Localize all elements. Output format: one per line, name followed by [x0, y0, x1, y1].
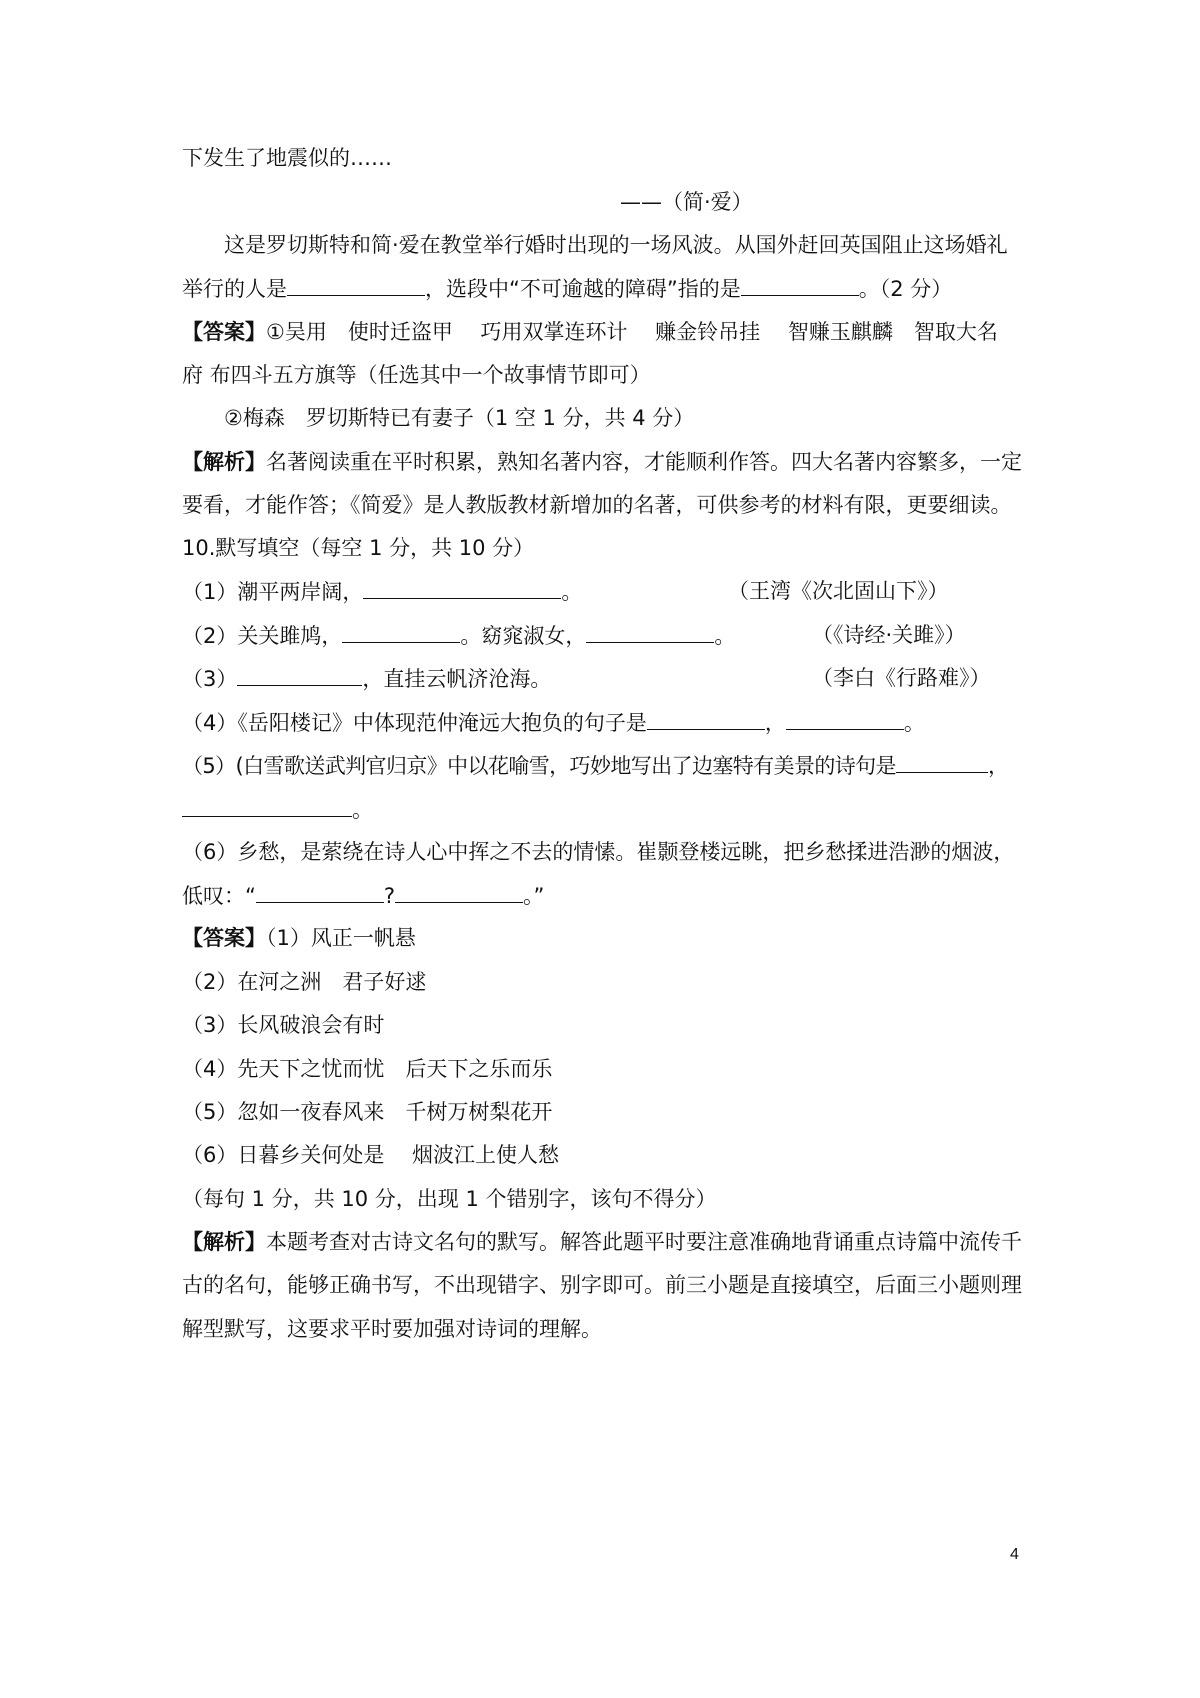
answer-label: 【答案】 [182, 320, 266, 344]
question-9-2-line2: 举行的人是 ，选段中“不可逾越的障碍”指的是 。（2 分） [182, 273, 1032, 304]
analysis-9-line1: 【解析】名著阅读重在平时积累，熟知名著内容，才能顺利作答。四大名著内容繁多，一定 [182, 450, 1022, 474]
answer-10-item: （3）长风破浪会有时 [182, 1013, 385, 1037]
answer-blank [896, 750, 988, 773]
answer-blank [395, 880, 523, 903]
answer-9-line3: ②梅森 罗切斯特已有妻子（1 空 1 分，共 4 分） [224, 406, 695, 430]
analysis-label: 【解析】 [182, 1230, 266, 1254]
answer-blank [647, 707, 765, 730]
analysis-10-line1: 【解析】本题考查对古诗文名句的默写。解答此题平时要注意准确地背诵重点诗篇中流传千 [182, 1230, 1022, 1254]
passage-line [182, 143, 1032, 173]
answer-blank [786, 707, 904, 730]
question-10-item-5-line2: 。 [182, 794, 1032, 825]
question-10-item-6-line2: 低叹：“ ? 。” [182, 880, 1032, 911]
analysis-9-line2: 要看，才能作答；《简爱》是人教版教材新增加的名著，可供参考的材料有限，更要细读。 [182, 493, 1012, 517]
answer-10-item: （5）忽如一夜春风来 千树万树梨花开 [182, 1100, 553, 1124]
answer-9-line1: 【答案】①吴用 使时迁盗甲 巧用双掌连环计 赚金铃吊挂 智赚玉麒麟 智取大名 [182, 320, 998, 344]
source-citation: （《诗经·关雎》） [812, 623, 966, 647]
source-citation: （王湾《次北固山下》） [728, 579, 949, 603]
answer-blank [741, 273, 859, 296]
answer-blank [342, 620, 460, 643]
answer-blank [363, 576, 561, 599]
question-10-item-1: （1）潮平两岸阔， 。 [182, 576, 1032, 607]
answer-10-item: （2）在河之洲 君子好逑 [182, 970, 427, 994]
passage-text: 下发生了地震似的…… [182, 146, 392, 170]
answer-blank [256, 880, 384, 903]
question-10-title: 10.默写填空（每空 1 分，共 10 分） [182, 536, 535, 560]
answer-blank [182, 794, 352, 817]
question-10-item-3: （3） ，直挂云帆济沧海。 [182, 663, 1032, 694]
answer-blank [586, 620, 714, 643]
question-10-item-5-line1: （5）(白雪歌送武判官归京》中以花喻雪，巧妙地写出了边塞特有美景的诗句是 ， [182, 750, 1032, 781]
analysis-10-line3: 解型默写，这要求平时要加强对诗词的理解。 [182, 1317, 602, 1341]
source-citation: （李白《行路难》） [812, 666, 991, 690]
answer-label: 【答案】 [182, 926, 266, 950]
page-number: 4 [1010, 1546, 1019, 1563]
answer-blank [287, 273, 425, 296]
answer-10-item: （4）先天下之忧而忧 后天下之乐而乐 [182, 1057, 553, 1081]
question-10-item-4: （4）《岳阳楼记》中体现范仲淹远大抱负的句子是 ， 。 [182, 707, 1032, 738]
analysis-label: 【解析】 [182, 450, 266, 474]
passage-attribution: ——（简·爱） [620, 190, 753, 214]
answer-10-item: （6）日暮乡关何处是 烟波江上使人愁 [182, 1143, 560, 1167]
answer-9-line2: 府 布四斗五方旗等（任选其中一个故事情节即可） [182, 363, 651, 387]
question-10-item-6-line1: （6）乡愁，是萦绕在诗人心中挥之不去的情愫。崔颢登楼远眺，把乡愁揉进浩渺的烟波， [182, 840, 1015, 864]
analysis-10-line2: 古的名句，能够正确书写，不出现错字、别字即可。前三小题是直接填空，后面三小题则理 [182, 1273, 1022, 1297]
answer-blank [237, 663, 362, 686]
answer-10-note: （每句 1 分，共 10 分，出现 1 个错别字，该句不得分） [182, 1187, 717, 1211]
answer-10-label-line: 【答案】（1）风正一帆悬 [182, 926, 416, 950]
question-10-item-2: （2）关关雎鸠， 。窈窕淑女， 。 [182, 620, 1032, 651]
question-9-2-line1: 这是罗切斯特和简·爱在教堂举行婚时出现的一场风波。从国外赶回英国阻止这场婚礼 [224, 233, 1008, 257]
